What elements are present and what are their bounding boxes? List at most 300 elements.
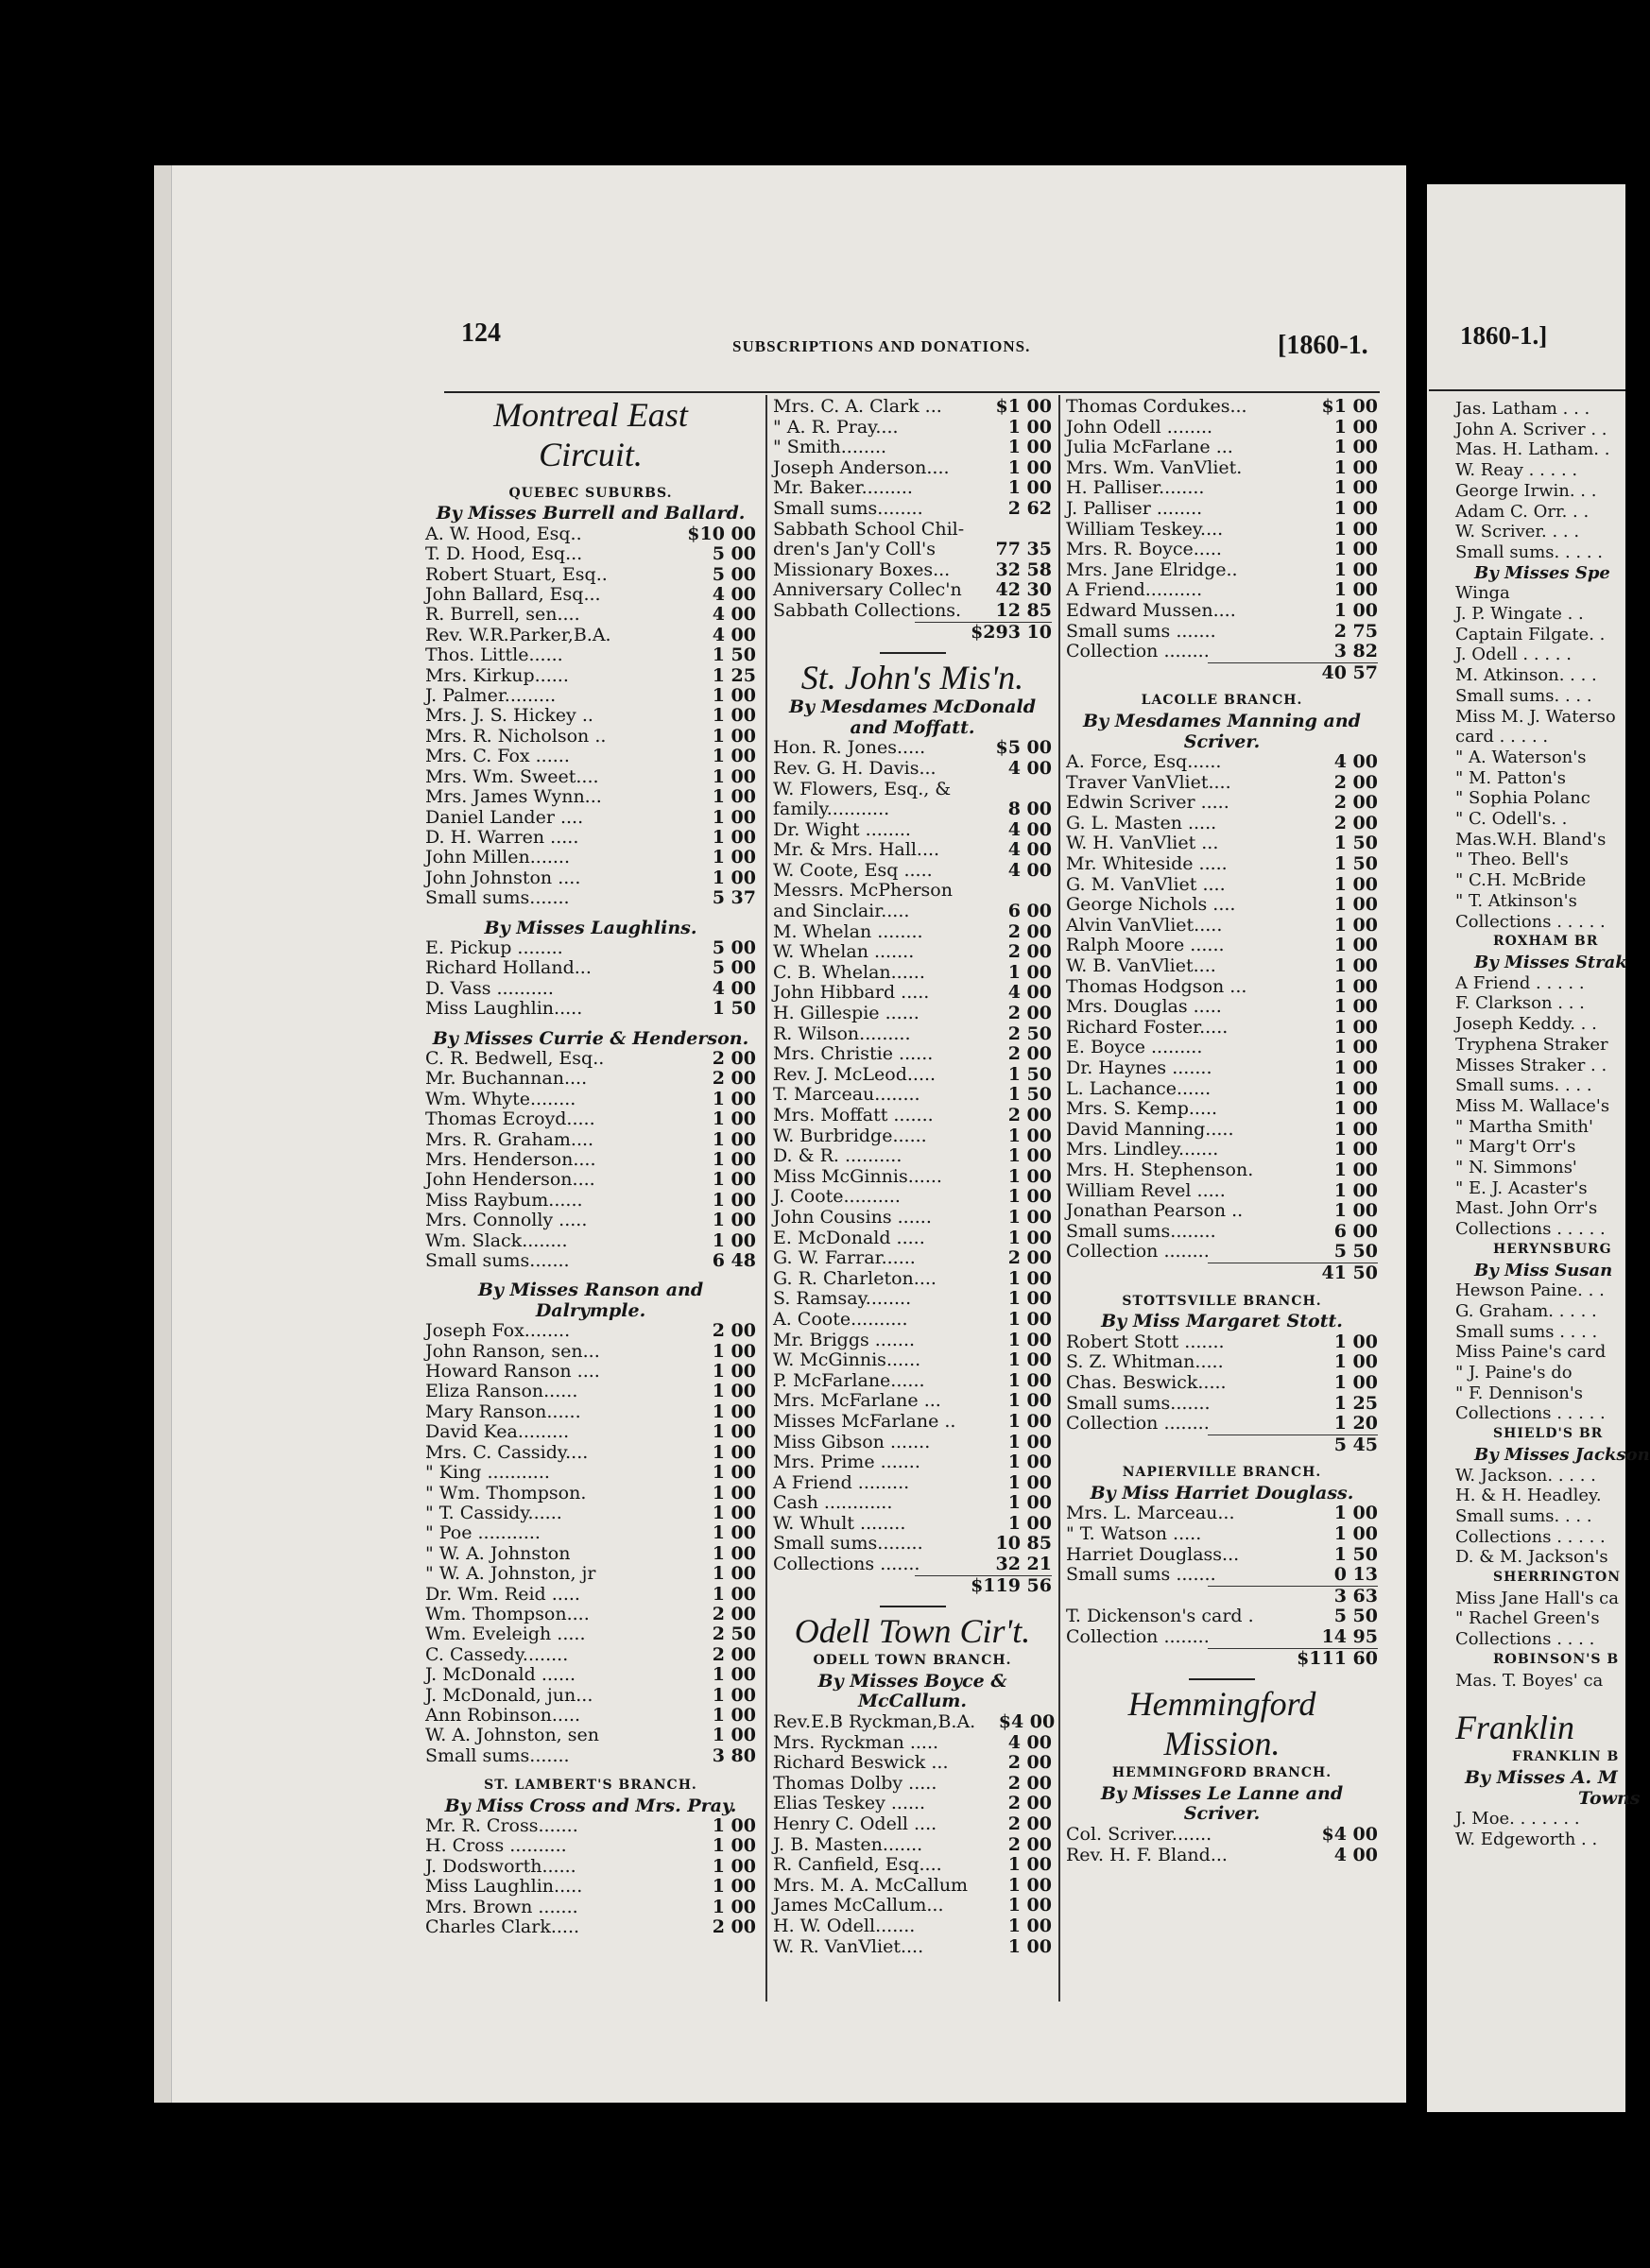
entry-name: P. McFarlane...... — [773, 1369, 925, 1391]
entry-row — [1066, 1627, 1378, 1648]
entry-amount: 12 85 — [995, 599, 1052, 621]
entry-amount: 1 00 — [1007, 1492, 1052, 1514]
entry-name: Richard Holland... — [425, 957, 592, 979]
text-line: Miss M. J. Waterso — [1455, 706, 1616, 727]
entry-name: William Revel ..... — [1066, 1179, 1226, 1201]
entry-name: Traver VanVliet.... — [1066, 771, 1231, 793]
entry-amount: 2 00 — [1007, 1793, 1052, 1814]
entry-name: Mrs. J. S. Hickey .. — [425, 705, 593, 727]
entry-row — [1066, 1524, 1378, 1545]
text-line: J. Moe. . . . . . . — [1455, 1809, 1580, 1830]
entry-row — [1066, 793, 1378, 814]
entry-name: Small sums........ — [773, 1533, 923, 1555]
entry-amount: 2 00 — [712, 1643, 756, 1665]
entry-row — [1066, 540, 1378, 560]
entry-amount: 1 00 — [712, 746, 756, 767]
entry-amount: 1 00 — [1007, 1512, 1052, 1534]
entry-amount: 1 00 — [712, 1835, 756, 1857]
entry-amount: 1 00 — [1333, 1159, 1378, 1180]
entry-amount: 1 50 — [1333, 1543, 1378, 1565]
entry-amount: 8 00 — [1007, 799, 1052, 820]
entry-name: C. Cassedy........ — [425, 1643, 569, 1665]
text-line: Mast. John Orr's — [1455, 1198, 1598, 1219]
entry-name: T. D. Hood, Esq... — [425, 543, 583, 565]
entry-amount: 1 00 — [1007, 1874, 1052, 1896]
entry-name: Wm. Eveleigh ..... — [425, 1624, 586, 1645]
entry-name: Daniel Lander .... — [425, 806, 584, 828]
entry-row — [425, 1706, 756, 1726]
entry-name: Small sums ....... — [1066, 620, 1216, 642]
entry-row — [1066, 1846, 1378, 1866]
text-line: " A. Waterson's — [1455, 747, 1587, 767]
entry-name: G. M. VanVliet .... — [1066, 873, 1226, 895]
entry-amount: 1 00 — [1007, 1267, 1052, 1289]
entry-row — [773, 1711, 1056, 1733]
entry-row — [1066, 438, 1378, 458]
entry-amount: $4 00 — [1321, 1824, 1378, 1845]
entry-amount — [972, 780, 1052, 800]
entry-name: Col. Scriver....... — [1066, 1824, 1212, 1845]
entry-name: Messrs. McPherson — [773, 880, 953, 902]
entry-row — [773, 1228, 1052, 1249]
column-2 — [773, 396, 1056, 1957]
mission-title: St. John's Mis'n. — [800, 659, 1024, 697]
text-line: Miss Jane Hall's ca — [1455, 1588, 1619, 1608]
entry-amount: 77 35 — [995, 539, 1052, 560]
entry-row — [1066, 1201, 1378, 1222]
entry-name: G. L. Masten ..... — [1066, 812, 1217, 833]
entry-amount: 3 82 — [1333, 641, 1378, 662]
collector-line: By Misses Boyce & McCallum. — [817, 1670, 1007, 1712]
collector-line: By Miss Harriet Douglass. — [1090, 1482, 1354, 1503]
entry-amount: 1 00 — [1333, 914, 1378, 936]
entry-name: Small sums....... — [425, 887, 570, 909]
entry-name: M. Whelan ........ — [773, 920, 923, 942]
entry-name: dren's Jan'y Coll's — [773, 539, 937, 560]
entry-name: Thomas Ecroyd..... — [425, 1108, 595, 1130]
entry-amount: $10 00 — [687, 523, 756, 544]
entry-name: H. Palliser........ — [1066, 477, 1205, 499]
entry-row — [425, 1544, 756, 1564]
text-line: " F. Dennison's — [1455, 1383, 1584, 1403]
entry-name: family........... — [773, 799, 890, 820]
entry-row — [1066, 875, 1378, 896]
entry-name: H. Cross .......... — [425, 1835, 567, 1857]
entry-name: T. Dickenson's card . — [1066, 1606, 1254, 1627]
text-line: card . . . . . — [1455, 727, 1549, 747]
circuit-title: Montreal East Circuit. — [493, 396, 688, 473]
text-line: Small sums. . . . — [1455, 1505, 1592, 1526]
entry-name: John Ballard, Esq... — [425, 584, 601, 606]
entry-amount: 5 00 — [712, 957, 756, 979]
text-line: H. & H. Headley. — [1455, 1486, 1602, 1506]
collector-line: By Misses Burrell and Ballard. — [436, 503, 746, 524]
entry-name: " W. A. Johnston — [425, 1542, 571, 1564]
entry-row — [425, 1898, 756, 1917]
collector-line: By Mesdames Manning and Scriver. — [1083, 710, 1361, 752]
right-header-rule — [1429, 389, 1625, 391]
entry-name: Rev. G. H. Davis... — [773, 757, 937, 779]
entry-amount: 1 00 — [1333, 518, 1378, 540]
entry-amount: 2 00 — [1333, 792, 1378, 814]
entry-amount: 6 00 — [1333, 1220, 1378, 1242]
entry-amount: 5 50 — [1333, 1241, 1378, 1263]
entry-row — [773, 1187, 1052, 1208]
entry-name: Mrs. Ryckman ..... — [773, 1731, 939, 1753]
entry-amount: 1 00 — [1007, 1895, 1052, 1916]
entry-name: Mr. R. Cross....... — [425, 1815, 578, 1836]
entry-amount: 1 00 — [1007, 1206, 1052, 1228]
entry-name: Mrs. Moffatt ....... — [773, 1105, 934, 1125]
entry-amount: 1 00 — [1007, 1329, 1052, 1350]
entry-name: Robert Stuart, Esq.. — [425, 563, 608, 585]
entry-amount: 1 00 — [712, 1664, 756, 1686]
entry-row — [773, 1146, 1052, 1167]
entry-name: Wm. Slack........ — [425, 1229, 568, 1251]
entry-row — [425, 565, 756, 585]
entry-amount: 4 00 — [1007, 982, 1052, 1004]
entry-name: Mrs. Henderson.... — [425, 1149, 596, 1170]
entry-row — [1066, 1414, 1378, 1435]
entry-amount: 1 00 — [1333, 1179, 1378, 1201]
entry-amount: 1 00 — [712, 685, 756, 707]
text-line: Small sums. . . . . — [1455, 541, 1603, 562]
text-line: Collections . . . . . — [1455, 1526, 1606, 1547]
entry-amount: 1 00 — [712, 1725, 756, 1746]
entry-name: E. McDonald ..... — [773, 1227, 925, 1248]
entry-amount: 1 00 — [712, 705, 756, 727]
collector-line: By Misses Laughlins. — [484, 917, 697, 938]
entry-amount: 1 00 — [1007, 1854, 1052, 1876]
section-rule — [880, 652, 946, 654]
entry-amount: 1 00 — [1333, 1139, 1378, 1160]
entry-row — [773, 1493, 1052, 1514]
entry-name: Collections ....... — [773, 1554, 920, 1575]
entry-row — [773, 1534, 1052, 1555]
entry-row — [425, 1463, 756, 1483]
entry-amount: 4 00 — [712, 604, 756, 626]
entry-amount: 1 00 — [1333, 1057, 1378, 1078]
entry-amount: 2 50 — [1007, 1022, 1052, 1044]
year-range: [1860-1. — [1278, 331, 1368, 360]
entry-row — [773, 1794, 1052, 1814]
text-line: George Irwin. . . — [1455, 480, 1597, 501]
entry-amount: 1 00 — [1007, 477, 1052, 499]
right-year-range: 1860-1.] — [1460, 321, 1548, 350]
mission-title: Hemmingford Mission. — [1127, 1685, 1316, 1763]
entry-name: " T. Watson ..... — [1066, 1523, 1202, 1545]
entry-row — [1066, 916, 1378, 936]
collector-line: By Miss Margaret Stott. — [1101, 1311, 1343, 1332]
entry-row — [1066, 499, 1378, 520]
entry-row — [425, 1170, 756, 1190]
entry-name: T. Marceau........ — [773, 1084, 920, 1106]
entry-name: J. Palmer......... — [425, 685, 557, 707]
text-line: " C.H. McBride — [1455, 870, 1587, 891]
text-line: F. Clarkson . . . — [1455, 993, 1585, 1014]
entry-row — [425, 1564, 756, 1584]
entry-amount: 4 00 — [1007, 859, 1052, 881]
entry-list — [1066, 752, 1378, 1263]
entry-name: " A. R. Pray.... — [773, 416, 899, 438]
entry-amount — [972, 881, 1052, 902]
entry-row — [773, 902, 1052, 922]
text-line: Small sums. . . . — [1455, 685, 1592, 706]
column-divider-2 — [1058, 395, 1060, 2002]
entry-row — [425, 1402, 756, 1422]
entry-row — [773, 1269, 1052, 1290]
entry-name: " Wm. Thompson. — [425, 1482, 587, 1503]
entry-row — [425, 1484, 756, 1503]
entry-name: Mrs. Brown ....... — [425, 1896, 578, 1917]
entry-name: Hon. R. Jones..... — [773, 737, 926, 759]
entry-name: Rev.E.B Ryckman,B.A. — [773, 1711, 976, 1733]
text-line: By Misses Strak — [1474, 952, 1627, 972]
text-line: By Misses Jackson — [1474, 1444, 1650, 1465]
entry-name: David Kea......... — [425, 1421, 570, 1443]
entry-amount: 1 00 — [712, 1229, 756, 1251]
collector-line: By Misses Le Lanne and Scriver. — [1100, 1782, 1344, 1825]
collector-line: By Misses Ranson and Dalrymple. — [477, 1280, 704, 1321]
entry-amount: 1 00 — [1007, 437, 1052, 458]
entry-name: Harriet Douglass... — [1066, 1543, 1240, 1565]
entry-name: and Sinclair..... — [773, 901, 910, 922]
entry-name: " W. A. Johnston, jr — [425, 1563, 596, 1585]
entry-name: W. R. VanVliet.... — [773, 1935, 924, 1957]
entry-row — [425, 1816, 756, 1836]
entry-row — [773, 759, 1052, 780]
entry-row — [773, 560, 1052, 581]
entry-row — [425, 868, 756, 888]
entry-row — [773, 1937, 1052, 1958]
entry-row — [425, 1049, 756, 1069]
entry-list — [1066, 1332, 1378, 1435]
entry-row — [425, 585, 756, 605]
entry-name: Ann Robinson..... — [425, 1704, 581, 1726]
entry-row — [425, 626, 756, 645]
entry-row — [773, 1774, 1052, 1795]
entry-amount: 1 00 — [1007, 1145, 1052, 1167]
entry-name: H. W. Odell....... — [773, 1915, 916, 1936]
entry-name: Anniversary Collec'n — [773, 579, 962, 601]
entry-amount: 2 00 — [1007, 941, 1052, 963]
entry-amount: 1 00 — [712, 1189, 756, 1211]
total: 40 57 — [1208, 662, 1378, 684]
entry-row — [773, 458, 1052, 479]
entry-amount: 1 00 — [712, 1896, 756, 1917]
entry-name: Small sums....... — [425, 1250, 570, 1272]
entry-name: John Henderson.... — [425, 1169, 595, 1191]
entry-amount: $1 00 — [1321, 396, 1378, 417]
entry-name: Mrs. S. Kemp..... — [1066, 1098, 1218, 1120]
entry-amount: 1 50 — [1007, 1084, 1052, 1106]
entry-amount: 1 00 — [1333, 1351, 1378, 1373]
text-line: Joseph Keddy. . . — [1455, 1014, 1597, 1035]
text-line: Miss M. Wallace's — [1455, 1095, 1610, 1116]
entry-row — [1066, 773, 1378, 794]
entry-row — [425, 1746, 756, 1766]
text-line: W. Edgeworth . . — [1455, 1830, 1598, 1850]
entry-name: Collection ........ — [1066, 1626, 1210, 1648]
entry-row — [425, 645, 756, 665]
entry-amount: 1 00 — [1333, 1098, 1378, 1120]
entry-row — [425, 524, 756, 544]
entry-amount: 2 75 — [1333, 620, 1378, 642]
entry-name: Mrs. James Wynn... — [425, 786, 602, 808]
entry-amount: 1 20 — [1333, 1413, 1378, 1435]
text-line: D. & M. Jackson's — [1455, 1547, 1608, 1568]
entry-amount: 1 00 — [1007, 1369, 1052, 1391]
entry-amount: 1 00 — [1007, 1471, 1052, 1493]
entry-row — [773, 983, 1052, 1004]
text-line: Hewson Paine. . . — [1455, 1280, 1605, 1301]
entry-amount: 1 00 — [1333, 497, 1378, 519]
entry-name: Mrs. McFarlane ... — [773, 1390, 941, 1412]
entry-row — [425, 888, 756, 908]
entry-amount: 2 00 — [1007, 1833, 1052, 1855]
entry-list — [425, 938, 756, 1020]
text-line: " Sophia Polanc — [1455, 788, 1590, 809]
page-number: 124 — [461, 318, 501, 348]
column-divider-1 — [765, 395, 767, 2002]
entry-amount: 4 00 — [1333, 751, 1378, 773]
collector-line: By Misses A. M — [1465, 1767, 1618, 1788]
entry-row — [1066, 458, 1378, 479]
entry-row — [773, 1065, 1052, 1086]
entry-row — [1066, 1352, 1378, 1373]
entry-name: Mr. Buchannan.... — [425, 1068, 588, 1090]
entry-name: William Teskey.... — [1066, 518, 1224, 540]
entry-amount: 2 00 — [1333, 771, 1378, 793]
entry-row — [773, 1452, 1052, 1473]
entry-row — [773, 1310, 1052, 1331]
entry-name: Rev. W.R.Parker,B.A. — [425, 624, 611, 645]
entry-row — [1066, 997, 1378, 1018]
text-line: " C. Odell's. . — [1455, 809, 1568, 830]
entry-amount: 42 30 — [995, 579, 1052, 601]
entry-name: Joseph Anderson.... — [773, 456, 950, 478]
entry-name: S. Z. Whitman..... — [1066, 1351, 1224, 1373]
entry-row — [773, 1876, 1052, 1897]
entry-amount: 1 00 — [1333, 437, 1378, 458]
entry-row — [773, 520, 1052, 541]
entry-name: A. W. Hood, Esq.. — [425, 523, 582, 544]
entry-name: W. H. VanVliet ... — [1066, 833, 1219, 854]
collector-line-continued: Towns — [1578, 1787, 1641, 1809]
entry-amount: 1 50 — [1007, 1063, 1052, 1085]
entry-amount: 5 50 — [1333, 1606, 1378, 1627]
entry-name: Elias Teskey ...... — [773, 1793, 926, 1814]
entry-amount: 2 00 — [712, 1916, 756, 1938]
text-line: " M. Patton's — [1455, 767, 1566, 788]
entry-row — [773, 540, 1052, 560]
entry-row — [773, 1350, 1052, 1371]
entry-amount: 2 00 — [712, 1047, 756, 1069]
entry-row — [773, 1024, 1052, 1045]
entry-row — [1066, 1038, 1378, 1058]
entry-name: A. Coote.......... — [773, 1308, 908, 1330]
entry-name: Small sums........ — [1066, 1220, 1216, 1242]
entry-row — [425, 828, 756, 848]
entry-amount: 2 00 — [1007, 1752, 1052, 1774]
text-line: Mas. H. Latham. . — [1455, 439, 1610, 460]
entry-list — [425, 1321, 756, 1766]
entry-row — [425, 1231, 756, 1251]
entry-amount: 1 00 — [712, 1169, 756, 1191]
entry-row — [1066, 833, 1378, 854]
text-line: SHERRINGTON — [1493, 1570, 1621, 1586]
entry-row — [425, 666, 756, 686]
entry-name: Mrs. M. A. McCallum — [773, 1874, 969, 1896]
text-line: J. P. Wingate . . — [1455, 604, 1584, 625]
entry-name: James McCallum... — [773, 1895, 944, 1916]
entry-row — [773, 1814, 1052, 1835]
entry-row — [773, 738, 1052, 759]
entry-row — [425, 1585, 756, 1605]
entry-amount: 1 00 — [712, 847, 756, 868]
entry-amount: 2 00 — [1333, 812, 1378, 833]
text-line: " Marg't Orr's — [1455, 1137, 1576, 1158]
entry-amount: 1 00 — [1007, 1165, 1052, 1187]
entry-amount: 6 00 — [1007, 901, 1052, 922]
entry-amount: 2 00 — [1007, 1813, 1052, 1834]
entry-row — [773, 1391, 1052, 1412]
entry-name: " T. Cassidy...... — [425, 1502, 562, 1523]
entry-row — [1066, 1181, 1378, 1202]
entry-list — [1066, 1606, 1378, 1647]
entry-name: Miss Laughlin..... — [425, 998, 583, 1020]
entry-name: Sabbath School Chil- — [773, 518, 965, 540]
entry-amount: 1 00 — [1333, 894, 1378, 916]
entry-row — [425, 1917, 756, 1937]
entry-row — [773, 1412, 1052, 1433]
entry-row — [425, 1503, 756, 1523]
entry-row — [773, 478, 1052, 499]
entry-list — [1066, 1825, 1378, 1865]
entry-amount: 2 00 — [712, 1068, 756, 1090]
entry-row — [425, 1665, 756, 1685]
entry-row — [1066, 1160, 1378, 1181]
entry-amount: 4 00 — [1007, 757, 1052, 779]
section-heading: ODELL TOWN BRANCH. — [813, 1653, 1012, 1669]
entry-list — [1066, 397, 1378, 662]
entry-amount: 4 00 — [1007, 839, 1052, 861]
entry-amount: 1 00 — [1333, 1118, 1378, 1140]
entry-row — [773, 1004, 1052, 1024]
entry-row — [425, 544, 756, 564]
entry-amount: 1 00 — [712, 1704, 756, 1726]
entry-amount: 1 00 — [1333, 579, 1378, 601]
entry-amount: 1 00 — [1333, 1503, 1378, 1524]
entry-name: Mrs. R. Boyce..... — [1066, 539, 1222, 560]
entry-row — [1066, 397, 1378, 418]
entry-amount: 1 00 — [1007, 1431, 1052, 1452]
entry-name: D. H. Warren ..... — [425, 826, 579, 848]
entry-amount: 1 00 — [712, 1088, 756, 1109]
entry-row — [1066, 1545, 1378, 1566]
entry-name: Wm. Thompson.... — [425, 1603, 590, 1624]
entry-amount: 1 00 — [712, 1441, 756, 1463]
entry-name: J. McDonald ...... — [425, 1664, 576, 1686]
entry-name: John Odell ........ — [1066, 416, 1213, 438]
entry-name: Miss McGinnis...... — [773, 1165, 942, 1187]
entry-amount: 10 85 — [995, 1533, 1052, 1555]
entry-row — [425, 1443, 756, 1463]
entry-row — [425, 1362, 756, 1382]
entry-amount: 5 00 — [712, 936, 756, 958]
entry-row — [1066, 1503, 1378, 1524]
text-line: J. Odell . . . . . — [1455, 644, 1572, 665]
